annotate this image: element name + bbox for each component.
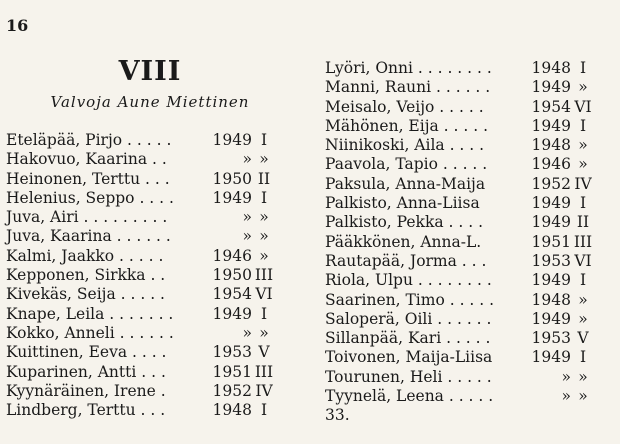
entry-year: » bbox=[561, 387, 571, 406]
entry-year: 1949 bbox=[212, 131, 252, 149]
list-item bbox=[325, 329, 595, 348]
entry-grade: » bbox=[578, 155, 588, 174]
entry-name: Rautapää, Jorma . . . bbox=[325, 251, 487, 270]
entry-grade: IV bbox=[574, 174, 592, 193]
entry-year: » bbox=[242, 208, 252, 227]
entry-name: Saarinen, Timo . . . . . bbox=[325, 290, 495, 309]
entry-grade: VI bbox=[574, 251, 592, 270]
entry-year: 1954 bbox=[531, 97, 571, 116]
list-item bbox=[325, 252, 595, 271]
list-item bbox=[325, 136, 595, 155]
entry-grade: III bbox=[573, 232, 593, 251]
entry-name: Kuittinen, Eeva . . . . bbox=[6, 343, 167, 362]
entry-year: 1953 bbox=[531, 251, 571, 270]
entry-year: 1950 bbox=[212, 169, 252, 188]
list-item bbox=[6, 266, 276, 285]
entry-grade: » bbox=[259, 323, 269, 342]
entry-name: Niinikoski, Aila . . . . bbox=[325, 136, 485, 155]
list-item bbox=[325, 117, 595, 136]
entry-year: 1946 bbox=[212, 246, 252, 265]
left-column bbox=[6, 131, 276, 420]
list-item bbox=[6, 247, 276, 266]
total-value: 33. bbox=[325, 406, 350, 425]
entry-name: Lyöri, Onni . . . . . . . . bbox=[325, 59, 492, 77]
entry-year: 1948 bbox=[531, 59, 571, 77]
entry-grade: » bbox=[578, 387, 588, 406]
entry-name: Knape, Leila . . . . . . . bbox=[6, 304, 174, 323]
entry-year: 1948 bbox=[531, 290, 571, 309]
entry-name: Helenius, Seppo . . . . bbox=[6, 188, 174, 207]
list-item bbox=[325, 271, 595, 290]
entry-year: 1950 bbox=[212, 266, 252, 285]
entry-grade: I bbox=[260, 131, 268, 149]
entry-name: Kalmi, Jaakko . . . . . bbox=[6, 246, 164, 265]
entry-name: Sillanpää, Kari . . . . . bbox=[325, 329, 491, 348]
entry-year: 1954 bbox=[212, 285, 252, 304]
entry-grade: » bbox=[259, 150, 269, 169]
entry-grade: I bbox=[579, 194, 587, 213]
list-item bbox=[6, 382, 276, 401]
list-item bbox=[6, 401, 276, 420]
entry-grade: » bbox=[259, 227, 269, 246]
entry-grade: III bbox=[254, 362, 274, 381]
entry-grade: » bbox=[578, 367, 588, 386]
entry-grade: I bbox=[579, 271, 587, 290]
entry-name: Kyynäräinen, Irene . bbox=[6, 381, 166, 400]
list-item bbox=[325, 175, 595, 194]
list-item bbox=[325, 78, 595, 97]
entry-grade: I bbox=[260, 401, 268, 420]
entry-year: 1953 bbox=[212, 343, 252, 362]
entry-grade: I bbox=[579, 348, 587, 367]
entry-year: 1949 bbox=[212, 188, 252, 207]
entry-year: 1952 bbox=[212, 381, 252, 400]
entry-year: » bbox=[242, 150, 252, 169]
entry-grade: IV bbox=[255, 381, 273, 400]
list-item bbox=[6, 324, 276, 343]
entry-year: 1946 bbox=[531, 155, 571, 174]
entry-year: 1949 bbox=[531, 213, 571, 232]
entry-name: Juva, Airi . . . . . . . . . bbox=[6, 208, 168, 227]
entry-name: Pääkkönen, Anna-L. bbox=[325, 232, 482, 251]
entry-name: Kivekäs, Seija . . . . . bbox=[6, 285, 165, 304]
entry-name: Paavola, Tapio . . . . . bbox=[325, 155, 488, 174]
list-item bbox=[6, 363, 276, 382]
entry-grade: » bbox=[578, 290, 588, 309]
list-item bbox=[325, 291, 595, 310]
entry-grade: » bbox=[578, 136, 588, 155]
list-item bbox=[6, 150, 276, 169]
entry-year: 1953 bbox=[531, 329, 571, 348]
entry-grade: II bbox=[257, 169, 271, 188]
entry-name: Kuparinen, Antti . . . bbox=[6, 362, 166, 381]
entry-name: Palkisto, Pekka . . . . bbox=[325, 213, 483, 232]
list-item bbox=[325, 194, 595, 213]
entry-name: Paksula, Anna-Maija bbox=[325, 174, 486, 193]
entry-name: Tyynelä, Leena . . . . . bbox=[325, 387, 494, 406]
entry-grade: » bbox=[578, 309, 588, 328]
list-item bbox=[6, 343, 276, 362]
list-item bbox=[325, 310, 595, 329]
list-item bbox=[6, 189, 276, 208]
entry-year: 1949 bbox=[531, 271, 571, 290]
page-number: 16 bbox=[6, 16, 29, 35]
entry-name: Palkisto, Anna-Liisa bbox=[325, 194, 480, 213]
list-item bbox=[325, 59, 595, 78]
entry-name: Eteläpää, Pirjo . . . . . bbox=[6, 131, 172, 149]
list-item bbox=[325, 98, 595, 117]
entry-year: 1951 bbox=[531, 232, 571, 251]
entry-name: Toivonen, Maija-Liisa bbox=[325, 348, 493, 367]
list-item bbox=[325, 233, 595, 252]
entry-grade: V bbox=[577, 329, 589, 348]
entry-name: Mähönen, Eija . . . . . bbox=[325, 116, 489, 135]
entry-year: 1951 bbox=[212, 362, 252, 381]
entry-grade: I bbox=[579, 59, 587, 77]
entry-year: 1952 bbox=[531, 174, 571, 193]
entry-grade: VI bbox=[574, 97, 592, 116]
entry-grade: I bbox=[260, 304, 268, 323]
entry-name: Riola, Ulpu . . . . . . . . bbox=[325, 271, 492, 290]
list-item bbox=[325, 155, 595, 174]
list-item bbox=[325, 387, 595, 406]
entry-year: » bbox=[242, 323, 252, 342]
entry-grade: I bbox=[579, 116, 587, 135]
entry-grade: VI bbox=[255, 285, 273, 304]
entry-name: Meisalo, Veijo . . . . . bbox=[325, 97, 484, 116]
entry-grade: I bbox=[260, 188, 268, 207]
entry-grade: » bbox=[259, 246, 269, 265]
list-item bbox=[6, 227, 276, 246]
entry-grade: V bbox=[258, 343, 270, 362]
entry-year: 1949 bbox=[531, 116, 571, 135]
entry-year: » bbox=[561, 367, 571, 386]
entry-name: Heinonen, Terttu . . . bbox=[6, 169, 170, 188]
entry-year: » bbox=[242, 227, 252, 246]
entry-year: 1949 bbox=[531, 78, 571, 97]
entry-year: 1949 bbox=[531, 194, 571, 213]
entry-year: 1948 bbox=[212, 401, 252, 420]
entry-name: Juva, Kaarina . . . . . . bbox=[6, 227, 171, 246]
supervisor-line: Valvoja Aune Miettinen bbox=[50, 93, 250, 111]
list-item bbox=[325, 213, 595, 232]
entry-year: 1949 bbox=[212, 304, 252, 323]
entry-name: Lindberg, Terttu . . . bbox=[6, 401, 166, 420]
list-item bbox=[325, 348, 595, 367]
entry-year: 1948 bbox=[531, 136, 571, 155]
entry-grade: III bbox=[254, 266, 274, 285]
section-title: VIII bbox=[118, 56, 182, 87]
entry-year: 1949 bbox=[531, 348, 571, 367]
entry-grade: » bbox=[578, 78, 588, 97]
entry-name: Kokko, Anneli . . . . . . bbox=[6, 323, 174, 342]
list-item bbox=[325, 368, 595, 387]
list-item bbox=[6, 305, 276, 324]
entry-name: Hakovuo, Kaarina . . bbox=[6, 150, 167, 169]
entry-name: Tourunen, Heli . . . . . bbox=[325, 367, 492, 386]
entry-name: Saloperä, Oili . . . . . . bbox=[325, 309, 492, 328]
list-item bbox=[6, 170, 276, 189]
total-count bbox=[325, 406, 595, 425]
entry-grade: » bbox=[259, 208, 269, 227]
right-column bbox=[325, 59, 595, 426]
entry-name: Manni, Rauni . . . . . . bbox=[325, 78, 491, 97]
entry-grade: II bbox=[576, 213, 590, 232]
entry-name: Kepponen, Sirkka . . bbox=[6, 266, 166, 285]
list-item bbox=[6, 131, 276, 150]
list-item bbox=[6, 285, 276, 304]
list-item bbox=[6, 208, 276, 227]
entry-year: 1949 bbox=[531, 309, 571, 328]
